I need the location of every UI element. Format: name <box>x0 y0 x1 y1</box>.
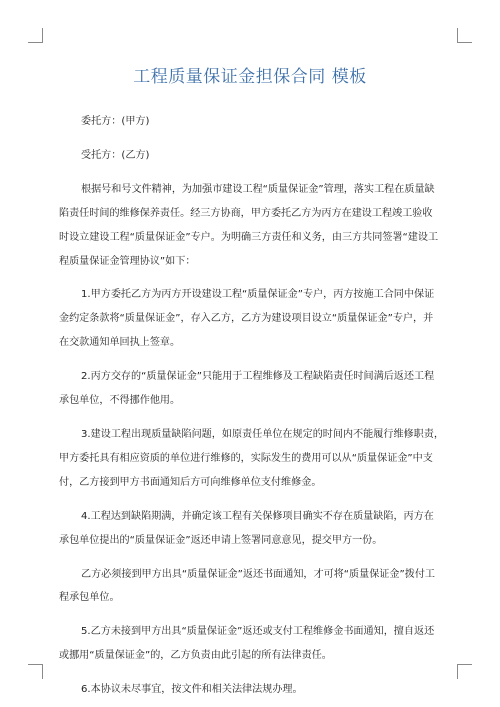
paragraph-line: 在交款通知单回执上签章。 <box>59 337 181 349</box>
paragraph-line: 程承包单位。 <box>59 592 120 604</box>
paragraph-line: 时设立建设工程“质量保证金”专户。为明确三方责任和义务，由三方共同签署“建设工 <box>59 231 439 243</box>
paragraph-line: 承包单位，不得挪作他用。 <box>59 395 181 407</box>
paragraph-line: 5.乙方未接到甲方出具“质量保证金”返还或支付工程维修金书面通知，擅自返还 <box>81 626 435 638</box>
paragraph <box>59 620 445 668</box>
paragraph-line: 6.本协议未尽事宜，按文件和相关法律法规办理。 <box>81 684 303 696</box>
paragraph-line: 4.工程达到缺陷期满，并确定该工程有关保修项目确实不存在质量缺陷，丙方在 <box>81 510 434 522</box>
paragraph <box>59 365 445 413</box>
crop-mark-top-right <box>457 28 472 43</box>
paragraph-line: 付，乙方接到甲方书面通知后方可向维修单位支付维修金。 <box>59 476 322 488</box>
paragraph <box>59 423 445 495</box>
paragraph-line: 或挪用“质量保证金”的，乙方负责由此引起的所有法律责任。 <box>59 650 332 662</box>
paragraph <box>59 283 445 355</box>
paragraph <box>59 563 445 611</box>
paragraph-line: 1.甲方委托乙方为丙方开设建设工程“质量保证金”专户，丙方按施工合同中保证 <box>81 289 435 301</box>
paragraph-line: 3.建设工程出现质量缺陷问题，如原责任单位在规定的时间内不能履行维修职责， <box>81 428 444 440</box>
paragraph <box>59 505 445 553</box>
paragraph <box>59 178 445 274</box>
document-title: 工程质量保证金担保合同 模板 <box>133 67 367 87</box>
paragraph-line: 甲方委托具有相应资质的单位进行维修的，实际发生的费用可以从“质量保证金”中支 <box>59 452 433 464</box>
crop-mark-top-left <box>28 28 43 43</box>
paragraph-list <box>59 178 445 702</box>
crop-mark-bottom-right <box>457 664 472 679</box>
paragraph <box>59 678 445 702</box>
paragraph-line: 乙方必须接到甲方出具“质量保证金”返还书面通知，才可将“质量保证金”拨付工 <box>81 568 436 580</box>
party-b-line: 受托方：(乙方) <box>81 149 150 161</box>
paragraph-line: 根据号和号文件精神，为加强市建设工程“质量保证金”管理，落实工程在质量缺 <box>81 183 435 195</box>
paragraph-line: 2.丙方交存的“质量保证金”只能用于工程维修及工程缺陷责任时间满后返还工程 <box>81 371 435 383</box>
crop-mark-bottom-left <box>28 664 43 679</box>
paragraph-line: 金约定条款将“质量保证金”，存入乙方，乙方为建设项目设立“质量保证金”专户，并 <box>59 313 434 325</box>
paragraph-line: 程质量保证金管理协议”如下： <box>59 255 196 267</box>
party-a-line: 委托方：(甲方) <box>81 116 150 127</box>
paragraph-line: 承包单位提出的“质量保证金”返还申请上签署同意意见，提交甲方一份。 <box>59 534 383 546</box>
document-body <box>59 110 445 702</box>
paragraph-line: 陷责任时间的维修保养责任。经三方协商，甲方委托乙方为丙方在建设工程竣工验收 <box>59 207 433 219</box>
